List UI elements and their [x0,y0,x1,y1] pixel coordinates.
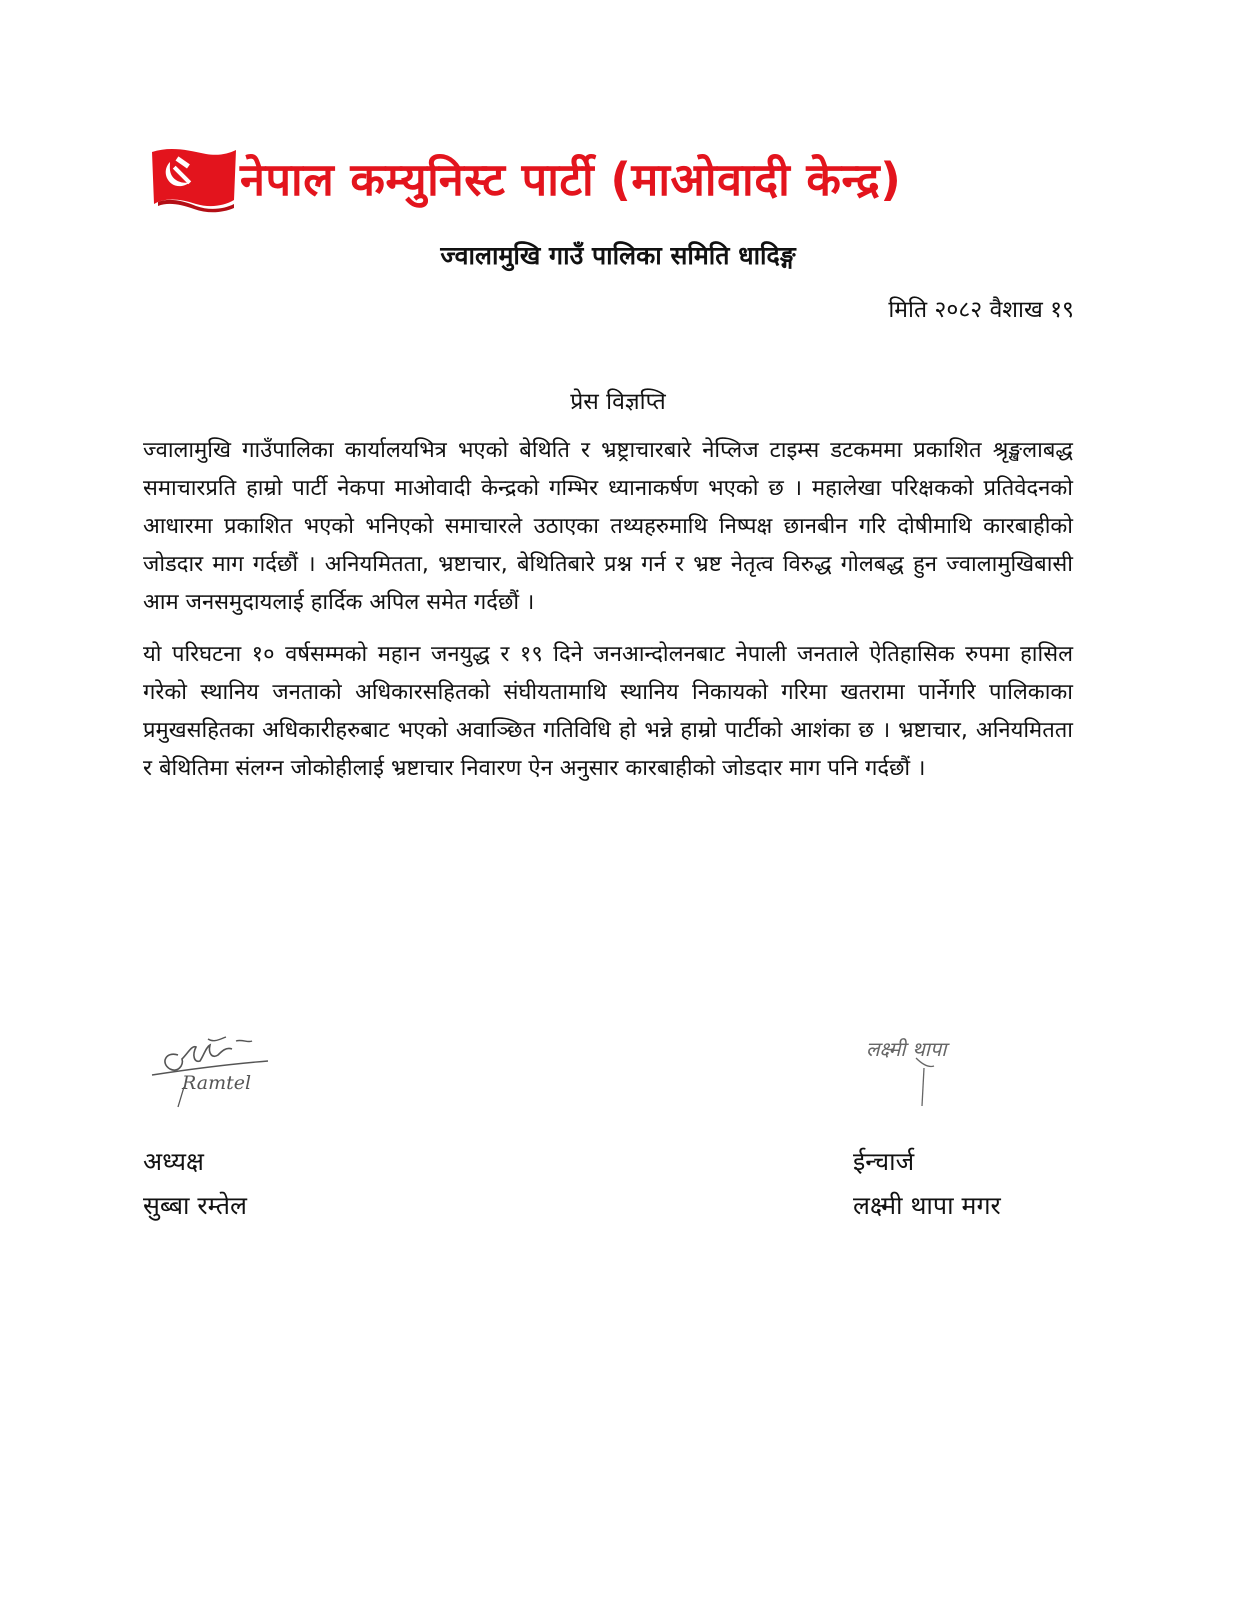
signature-right-text: लक्ष्मी थापा [866,1037,947,1061]
committee-name: ज्वालामुखि गाउँ पालिका समिति धादिङ्ग [440,241,796,270]
signature-left-text: Ramtel [182,1072,252,1094]
signature-right [862,1018,972,1108]
party-name: नेपाल कम्युनिस्ट पार्टी (माओवादी केन्द्र) [240,153,902,206]
signatory-name: लक्ष्मी थापा मगर [853,1191,1001,1220]
signatory-name: सुब्बा रम्तेल [143,1191,247,1220]
signatory-left [143,1140,247,1228]
body-paragraph: यो परिघटना १० वर्षसम्मको महान जनयुद्ध र १९ दिने जनआन्दोलनबाट नेपाली जनताले ऐतिहासिक रुपमा हासिल गरेको स्थानिय जनताको अधिकारसहितको संघीयतामाथि स्थानिय निकायको गरिमा खतरामा पार्नेगरि पालिकाका प्रमुखसहितका अधिकारीहरुबाट भएको अवाञ्छित गतिविधि हो भन्ने हाम्रो पार्टीको आशंका छ । भ्रष्टाचार, अनियमितता र बेथितिमा संलग्न जोकोहीलाई भ्रष्टाचार निवारण ऐन अनुसार कारबाहीको जोडदार माग पनि गर्दछौं । [143,642,1073,781]
signature-left [148,1025,278,1110]
document-date: मिति २०८२ वैशाख १९ [888,297,1074,323]
signatory-right [853,1140,1001,1228]
body-paragraph: ज्वालामुखि गाउँपालिका कार्यालयभित्र भएको बेथिति र भ्रष्ट्राचारबारे नेप्लिज टाइम्स डटकममा प्रकाशित श्रृङ्खलाबद्ध समाचारप्रति हाम्रो पार्टी नेकपा माओवादी केन्द्रको गम्भिर ध्यानाकर्षण भएको छ । महालेखा परिक्षकको प्रतिवेदनको आधारमा प्रकाशित भएको भनिएको समाचारले उठाएका तथ्यहरुमाथि निष्पक्ष छानबीन गरि दोषीमाथि कारबाहीको जोडदार माग गर्दछौं । अनियमितता, भ्रष्टाचार, बेथितिबारे प्रश्न गर्न र भ्रष्ट नेतृत्व विरुद्ध गोलबद्ध हुन ज्वालामुखिबासी आम जनसमुदायलाई हार्दिक अपिल समेत गर्दछौं । [143,438,1073,615]
document-title: प्रेस विज्ञप्ति [570,389,666,415]
hammer-sickle-flag-icon [148,142,240,214]
signatory-role: ईन्चार्ज [853,1147,915,1176]
document-body [143,432,1073,802]
letterhead [140,138,1090,228]
signatory-role: अध्यक्ष [143,1147,204,1176]
